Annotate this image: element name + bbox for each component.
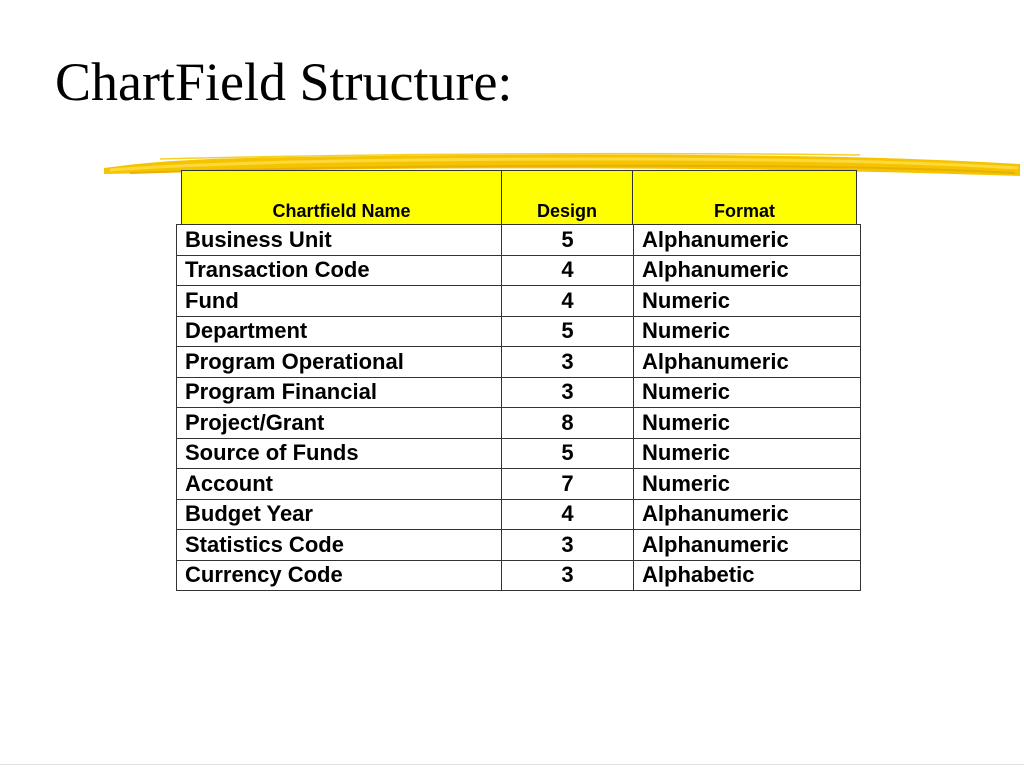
cell-format: Numeric <box>634 286 861 317</box>
table-row <box>177 408 861 439</box>
cell-design: 3 <box>502 347 634 378</box>
header-design: Design <box>502 171 633 224</box>
table-row <box>177 377 861 408</box>
table-row <box>177 469 861 500</box>
cell-design: 3 <box>502 530 634 561</box>
cell-format: Alphanumeric <box>634 499 861 530</box>
cell-design: 5 <box>502 438 634 469</box>
table-row <box>177 286 861 317</box>
table-header <box>181 170 857 224</box>
cell-format: Alphanumeric <box>634 530 861 561</box>
chartfield-table <box>176 224 861 591</box>
cell-format: Alphanumeric <box>634 255 861 286</box>
cell-format: Numeric <box>634 316 861 347</box>
cell-format: Numeric <box>634 377 861 408</box>
cell-format: Alphanumeric <box>634 225 861 256</box>
cell-name: Project/Grant <box>177 408 502 439</box>
cell-name: Currency Code <box>177 560 502 591</box>
cell-name: Transaction Code <box>177 255 502 286</box>
table-row <box>177 225 861 256</box>
table-row <box>177 347 861 378</box>
cell-format: Alphanumeric <box>634 347 861 378</box>
cell-name: Program Financial <box>177 377 502 408</box>
cell-design: 4 <box>502 499 634 530</box>
table-row <box>177 560 861 591</box>
cell-design: 4 <box>502 286 634 317</box>
cell-name: Budget Year <box>177 499 502 530</box>
header-chartfield-name: Chartfield Name <box>182 171 502 224</box>
cell-name: Fund <box>177 286 502 317</box>
cell-format: Numeric <box>634 438 861 469</box>
cell-design: 4 <box>502 255 634 286</box>
cell-design: 3 <box>502 560 634 591</box>
cell-name: Program Operational <box>177 347 502 378</box>
divider <box>0 764 1024 765</box>
cell-design: 3 <box>502 377 634 408</box>
page-title: ChartField Structure: <box>55 52 513 112</box>
cell-name: Business Unit <box>177 225 502 256</box>
cell-design: 7 <box>502 469 634 500</box>
cell-design: 8 <box>502 408 634 439</box>
table-row <box>177 316 861 347</box>
cell-name: Source of Funds <box>177 438 502 469</box>
table-row <box>177 438 861 469</box>
cell-name: Account <box>177 469 502 500</box>
cell-name: Department <box>177 316 502 347</box>
header-format: Format <box>713 201 775 221</box>
table-row <box>177 499 861 530</box>
cell-design: 5 <box>502 316 634 347</box>
table-row <box>177 530 861 561</box>
cell-format: Numeric <box>634 408 861 439</box>
cell-design: 5 <box>502 225 634 256</box>
table-row <box>177 255 861 286</box>
cell-name: Statistics Code <box>177 530 502 561</box>
cell-format: Numeric <box>634 469 861 500</box>
cell-format: Alphabetic <box>634 560 861 591</box>
